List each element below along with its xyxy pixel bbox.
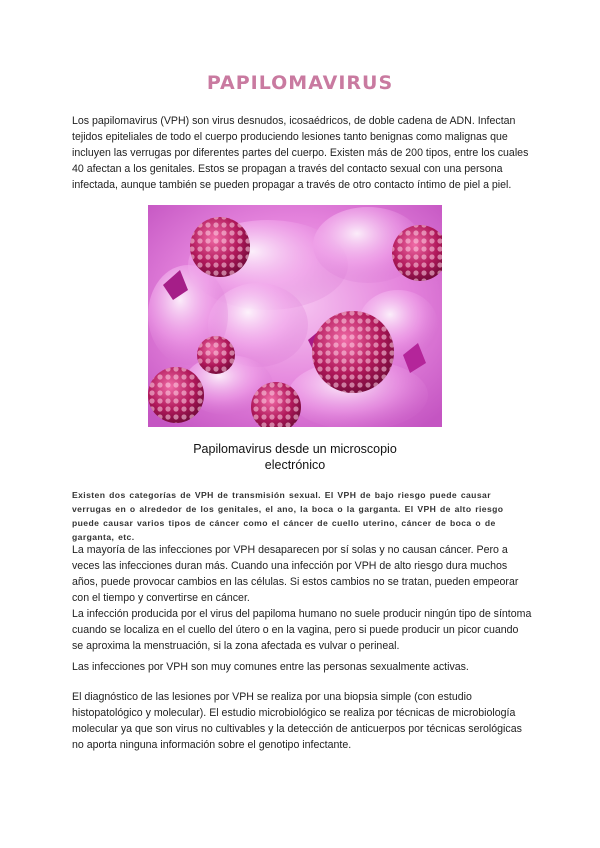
common-infections-paragraph: Las infecciones por VPH son muy comunes entre las personas sexualmente activas. xyxy=(72,661,469,673)
categories-paragraph: Existen dos categorías de VPH de transmisión sexual. El VPH de bajo riesgo puede causar verrugas en o alrededor de los genitales, el ano, la boca o la garganta. El VPH de alto riesgo puede causar varios tipos de cáncer como el cáncer de cuello uterino, cáncer de boca o de garganta, etc. xyxy=(72,490,504,542)
page-title: PAPILOMAVIRUS xyxy=(206,72,394,94)
figure-caption-line1: Papilomavirus desde un microscopio xyxy=(193,442,397,456)
figure-caption-line2: electrónico xyxy=(264,458,326,472)
body-section xyxy=(72,542,532,654)
figure-caption xyxy=(148,441,442,473)
virus-microscope-image xyxy=(148,205,442,427)
diagnosis-paragraph: El diagnóstico de las lesiones por VPH se realiza por una biopsia simple (con estudio histopatológico y molecular). El estudio microbiológico se realiza por técnicas de microbiología molecular ya que son virus no cultivables y la detección de anticuerpos por técnicas serológicas no aporta ninguna información sobre el genotipo infectante. xyxy=(72,691,522,751)
majority-paragraph: La mayoría de las infecciones por VPH desaparecen por sí solas y no causan cáncer. Pero a veces las infecciones duran más. Cuando una infección por VPH de alto riesgo dura muchos años, puede provocar cambios en las células. Si estos cambios no se tratan, pueden empeorar con el tiempo y convertirse en cáncer. xyxy=(72,544,519,604)
symptoms-paragraph: La infección producida por el virus del papiloma humano no suele producir ningún tipo de síntoma cuando se localiza en el cuello del útero o en la vagina, pero si puede producir un picor cuando se aproxima la menstruación, si la zona afectada es vulvar o perineal. xyxy=(72,608,532,652)
intro-paragraph: Los papilomavirus (VPH) son virus desnudos, icosaédricos, de doble cadena de ADN. Infectan tejidos epiteliales de todo el cuerpo produciendo lesiones tanto benignas como malignas que incluyen las verrugas por diferentes partes del cuerpo. Existen más de 200 tipos, entre los cuales 40 afectan a los genitales. Estos se propagan a través del contacto sexual con una persona infectada, aunque también se pueden propagar a través de otro contacto íntimo de piel a piel. xyxy=(72,115,529,191)
